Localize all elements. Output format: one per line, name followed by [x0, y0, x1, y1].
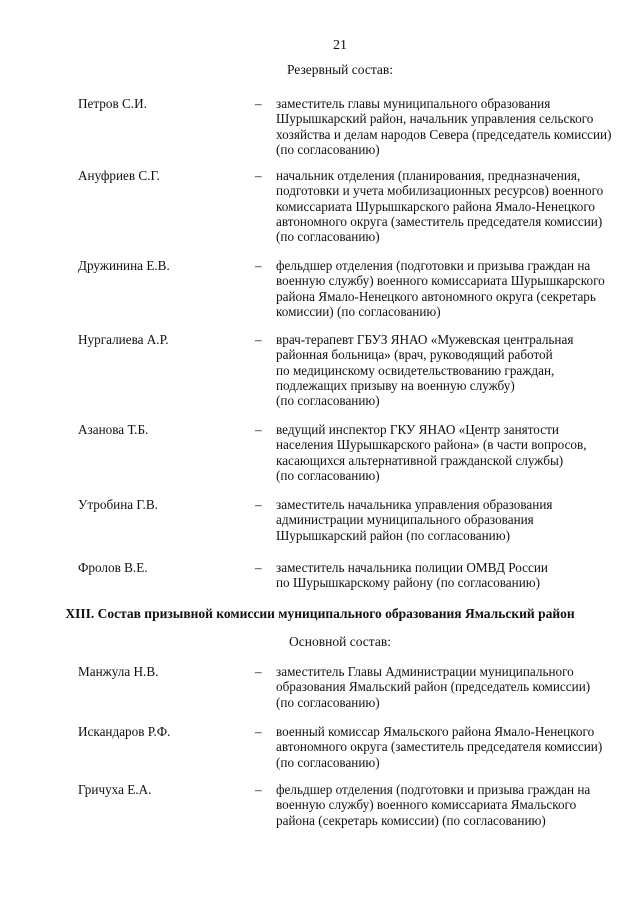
role-line: касающихся альтернативной гражданской службы) [276, 452, 564, 468]
role-line: района Ямало-Ненецкого автономного округа (секретарь [276, 288, 596, 304]
member-role [276, 332, 616, 408]
role-line: (по согласованию) [276, 754, 380, 770]
member-name: Фролов В.Е. [78, 560, 148, 575]
role-line: комиссариата Шурышкарского района Ямало-Ненецкого [276, 198, 595, 214]
dash: – [255, 96, 262, 111]
member-role [276, 168, 616, 244]
member-name: Утробина Г.В. [78, 497, 158, 512]
dash: – [255, 724, 262, 739]
role-line: (по согласованию) [276, 467, 380, 483]
role-line: автономного округа (заместитель председателя комиссии) [276, 213, 603, 229]
role-line: фельдшер отделения (подготовки и призыва граждан на [276, 782, 591, 797]
role-line: фельдшер отделения (подготовки и призыва граждан на [276, 258, 591, 273]
member-role [276, 782, 616, 828]
role-line: подлежащих призыву на военную службу) [276, 377, 515, 393]
role-line: районная больница» (врач, руководящий работой [276, 347, 553, 363]
role-line: военный комиссар Ямальского района Ямало-Ненецкого [276, 724, 595, 739]
dash: – [255, 422, 262, 437]
dash: – [255, 560, 262, 575]
role-line: Шурышкарский район (по согласованию) [276, 527, 510, 543]
reserve-subheading: Резервный состав: [286, 62, 394, 77]
role-line: заместитель Главы Администрации муниципального [276, 664, 574, 679]
role-line: заместитель начальника управления образования [276, 497, 553, 512]
role-line: (по согласованию) [276, 393, 380, 409]
member-name: Ануфриев С.Г. [78, 168, 160, 183]
dash: – [255, 258, 262, 273]
member-role [276, 724, 616, 770]
member-name: Дружинина Е.В. [78, 258, 170, 273]
dash: – [255, 664, 262, 679]
role-line: администрации муниципального образования [276, 512, 534, 528]
role-line: по Шурышкарскому району (по согласованию) [276, 575, 540, 591]
member-role [276, 258, 616, 319]
member-name: Гричуха Е.А. [78, 782, 152, 797]
role-line: образования Ямальский район (председатель комиссии) [276, 679, 591, 695]
member-name: Азанова Т.Б. [78, 422, 149, 437]
role-line: ведущий инспектор ГКУ ЯНАО «Центр занятости [276, 422, 559, 437]
dash: – [255, 168, 262, 183]
role-line: заместитель главы муниципального образования [276, 96, 551, 111]
member-role [276, 96, 616, 157]
role-line: района (секретарь комиссии) (по согласованию) [276, 812, 546, 828]
page-number: 21 [333, 38, 347, 53]
dash: – [255, 497, 262, 512]
role-line: (по согласованию) [276, 141, 380, 157]
role-line: населения Шурышкарского района» (в части вопросов, [276, 437, 587, 453]
role-line: Шурышкарский район, начальник управления сельского [276, 111, 594, 127]
role-line: (по согласованию) [276, 229, 380, 245]
role-line: хозяйства и делам народов Севера (председатель комиссии) [276, 126, 612, 142]
member-name: Манжула Н.В. [78, 664, 159, 679]
dash: – [255, 332, 262, 347]
role-line: автономного округа (заместитель председателя комиссии) [276, 739, 603, 755]
role-line: подготовки и учета мобилизационных ресурсов) военного [276, 183, 604, 199]
member-name: Искандаров Р.Ф. [78, 724, 171, 739]
role-line: военную службу) военного комиссариата Шурышкарского [276, 273, 605, 289]
member-role [276, 497, 616, 543]
member-name: Нургалиева А.Р. [78, 332, 169, 347]
role-line: комиссии) (по согласованию) [276, 303, 441, 319]
role-line: по медицинскому освидетельствованию граждан, [276, 362, 555, 378]
role-line: заместитель начальника полиции ОМВД России [276, 560, 548, 575]
role-line: военную службу) военного комиссариата Ямальского [276, 797, 577, 813]
role-line: врач-терапевт ГБУЗ ЯНАО «Мужевская центральная [276, 332, 574, 347]
member-role [276, 560, 616, 591]
role-line: (по согласованию) [276, 694, 380, 710]
role-line: начальник отделения (планирования, предназначения, [276, 168, 581, 183]
dash: – [255, 782, 262, 797]
member-name: Петров С.И. [78, 96, 147, 111]
member-role [276, 422, 616, 483]
main-subheading: Основной состав: [289, 634, 391, 649]
section-title: XIII. Состав призывной комиссии муниципального образования Ямальский район [65, 606, 575, 621]
member-role [276, 664, 616, 710]
